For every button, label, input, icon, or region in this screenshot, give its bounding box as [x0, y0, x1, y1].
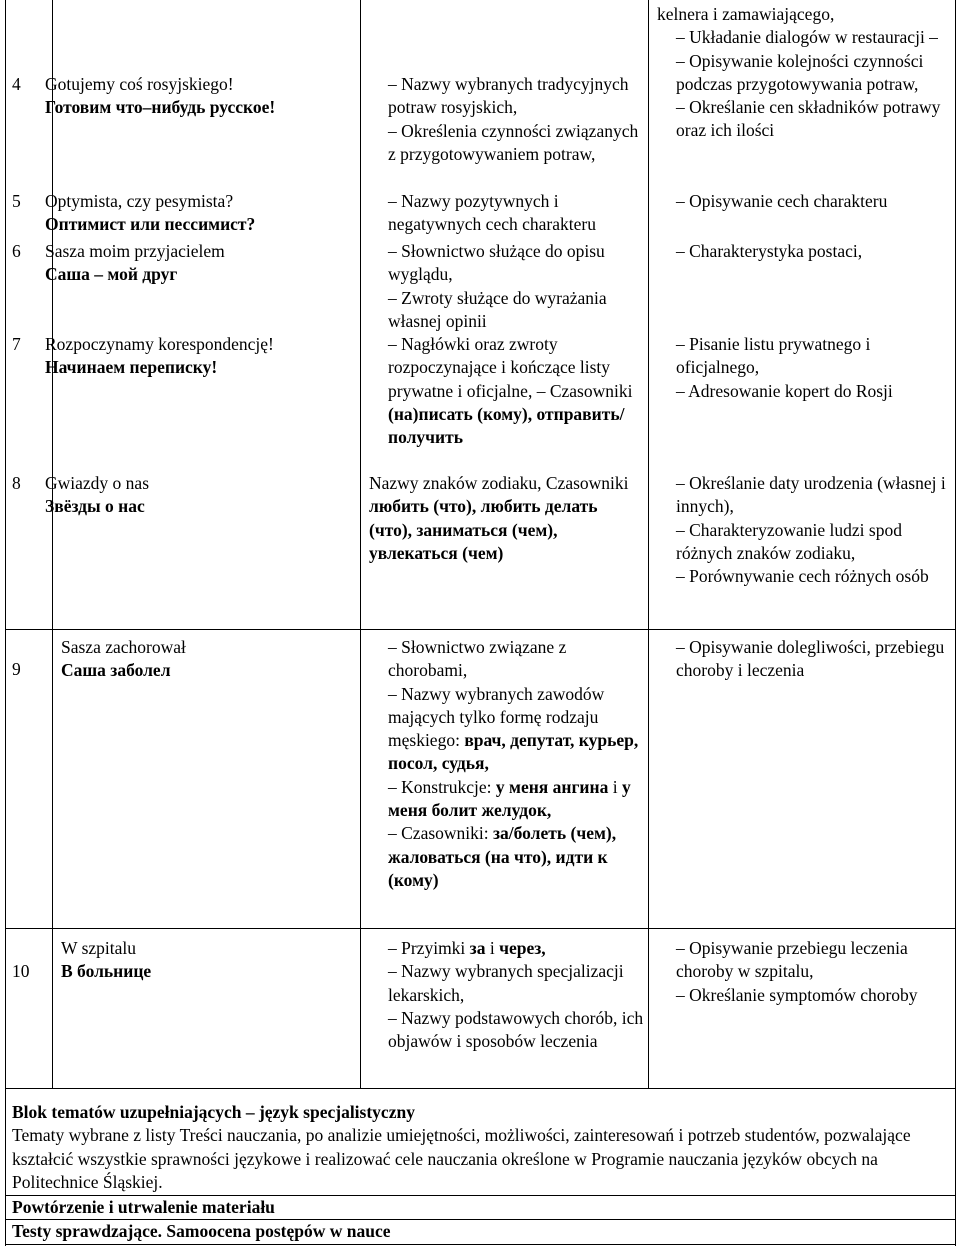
row-number: 7: [12, 334, 21, 354]
topic-row-9: [61, 636, 356, 683]
table-border-left: [5, 1088, 6, 1246]
vocab-item: – Nagłówki oraz zwroty rozpoczynające i kończące listy prywatne i oficjalne, – Czasowniki (на)писать (кому), отправить/получить: [388, 334, 633, 448]
topic-row-10: [61, 937, 356, 984]
skills-row-7: [657, 333, 952, 403]
skills-row-10: [657, 937, 952, 1007]
vocab-item: – Konstrukcje: у меня ангина i у меня болит желудок,: [388, 776, 631, 821]
vocab-item: – Nazwy pozytywnych i negatywnych cech charakteru: [388, 191, 596, 235]
topic-title-ru: Звёзды о нас: [45, 496, 145, 517]
topic-title-pl: Rozpoczynamy korespondencję!: [45, 334, 274, 354]
skill-item: – Określanie cen składników potrawy oraz ich ilości: [676, 97, 941, 141]
vocab-row-10: [369, 937, 644, 1053]
skills-row-5: [657, 190, 952, 213]
topic-title-pl: Sasza moim przyjacielem: [45, 241, 225, 261]
skill-item: kelnera i zamawiającego,: [657, 4, 835, 24]
skills-row-6: [657, 240, 952, 263]
skill-item: – Układanie dialogów w restauracji –: [676, 27, 938, 48]
vocab-item: – Nazwy podstawowych chorób, ich objawów i sposobów leczenia: [388, 1007, 644, 1052]
block-text: Tematy wybrane z listy Treści nauczania, po analizie umiejętności, możliwości, zainteresowań i potrzeb studentów, pozwalające kształcić wszystkie sprawności językowe i realizować cele nauczania określone w Programie nauczania języków obcych na Politechnice Śląskiej.: [12, 1125, 911, 1192]
row-number: 10: [12, 961, 30, 981]
row-number: 4: [12, 74, 21, 94]
vocab-row-5: [369, 190, 644, 237]
review-label: Powtórzenie i utrwalenie materiału: [12, 1197, 275, 1217]
tests-row: [12, 1220, 952, 1243]
vocab-item: – Zwroty służące do wyrażania własnej opinii: [388, 287, 607, 331]
topic-title-pl: Optymista, czy pesymista?: [45, 191, 234, 211]
row-divider: [5, 1088, 956, 1089]
topic-row-8: [12, 472, 357, 519]
row-divider: [5, 629, 956, 630]
skills-row-8: [657, 472, 952, 588]
tests-label: Testy sprawdzające. Samoocena postępów w nauce: [12, 1221, 391, 1241]
topic-row-5: [12, 190, 357, 237]
column-divider: [360, 0, 361, 1088]
topic-title-ru: Саша – мой друг: [45, 264, 178, 285]
skill-item: – Opisywanie przebiegu leczenia choroby w szpitalu,: [676, 938, 908, 982]
row-number: 6: [12, 241, 21, 261]
skills-row-4: [657, 3, 952, 143]
topic-title-ru: Готовим что–нибудь русское!: [45, 97, 276, 118]
row-number: 8: [12, 473, 21, 493]
vocab-row-7: [369, 333, 644, 449]
vocab-item: – Czasowniki: за/болеть (чем), жаловаться (на что), идти к (кому): [388, 823, 617, 890]
vocab-row-6: [369, 240, 644, 333]
table-border-right: [955, 0, 956, 1246]
skills-row-9: [657, 636, 952, 683]
block-title: Blok tematów uzupełniających – język specjalistyczny: [12, 1102, 415, 1122]
row-number: 9: [12, 659, 21, 679]
topic-title-ru: Оптимист или пессимист?: [45, 214, 256, 235]
column-divider: [52, 0, 53, 1088]
row-divider: [5, 928, 956, 929]
topic-title-ru: В больнице: [61, 961, 152, 982]
vocab-item: – Nazwy wybranych tradycyjnych potraw rosyjskich,: [388, 74, 629, 118]
topic-row-4: [12, 73, 357, 120]
vocab-item: Nazwy znaków zodiaku, Czasowniki любить (что), любить делать (что), заниматься (чем), увлекаться (чем): [369, 473, 629, 563]
vocab-item: – Słownictwo służące do opisu wyglądu,: [388, 241, 605, 285]
vocab-item: – Nazwy wybranych zawodów mających tylko formę rodzaju męskiego: врач, депутат, курьер, посол, судья,: [388, 683, 639, 774]
skill-item: – Pisanie listu prywatnego i oficjalnego,: [676, 334, 871, 378]
skill-item: – Opisywanie dolegliwości, przebiegu choroby i leczenia: [676, 637, 945, 681]
vocab-item: – Określenia czynności związanych z przygotowywaniem potraw,: [388, 120, 639, 164]
supplementary-block: [12, 1101, 952, 1194]
topic-title-pl: W szpitalu: [61, 938, 137, 958]
vocab-item: – Nazwy wybranych specjalizacji lekarskich,: [388, 961, 624, 1005]
table-border-left: [5, 0, 6, 1088]
skill-item: – Określanie daty urodzenia (własnej i innych),: [676, 473, 946, 517]
vocab-item: – Słownictwo związane z chorobami,: [388, 637, 567, 681]
row-number: 5: [12, 191, 21, 211]
column-divider: [648, 0, 649, 1088]
vocab-row-4: [369, 73, 644, 166]
topic-title-pl: Sasza zachorował: [61, 637, 186, 657]
topic-row-6: [12, 240, 357, 287]
vocab-row-8: [369, 472, 644, 565]
topic-title-ru: Начинаем переписку!: [45, 357, 218, 378]
skill-item: – Opisywanie cech charakteru: [676, 191, 888, 211]
skill-item: – Adresowanie kopert do Rosji: [676, 380, 893, 401]
review-row: [12, 1196, 952, 1219]
topic-title-pl: Gotujemy coś rosyjskiego!: [45, 74, 234, 94]
skill-item: – Określanie symptomów choroby: [676, 984, 918, 1005]
vocab-item: – Przyimki за i через,: [388, 938, 546, 958]
topic-title-ru: Саша заболел: [61, 660, 171, 681]
skill-item: – Porównywanie cech różnych osób: [676, 566, 929, 587]
skill-item: – Charakteryzowanie ludzi spod różnych znaków zodiaku,: [676, 519, 902, 563]
row-divider: [5, 1244, 956, 1245]
vocab-row-9: [369, 636, 644, 892]
skill-item: – Opisywanie kolejności czynności podczas przygotowywania potraw,: [676, 50, 924, 94]
topic-title-pl: Gwiazdy o nas: [45, 473, 150, 493]
topic-row-7: [12, 333, 357, 380]
skill-item: – Charakterystyka postaci,: [676, 241, 863, 261]
